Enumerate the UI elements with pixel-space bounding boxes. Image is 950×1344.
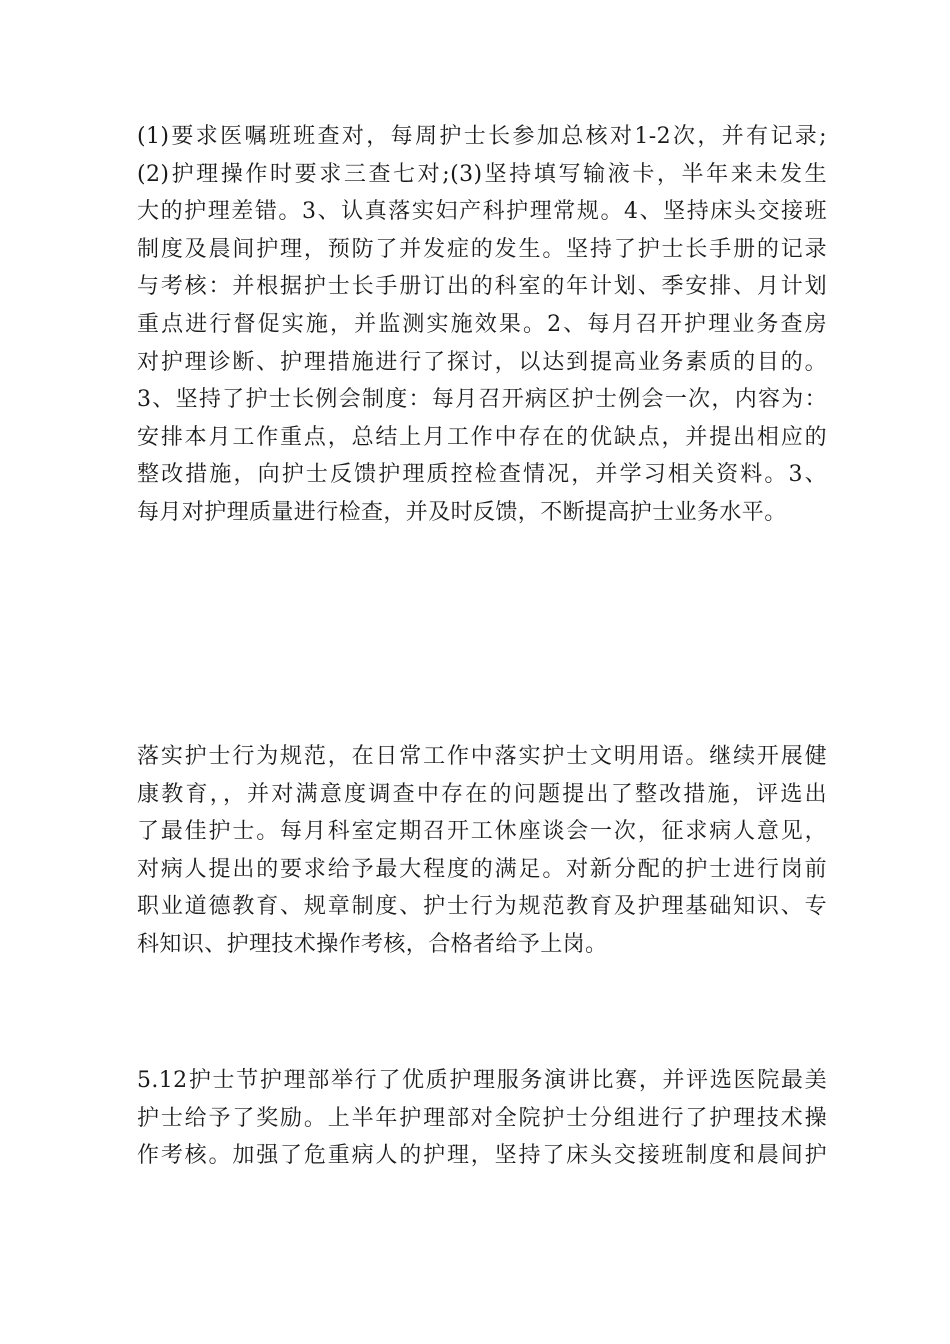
- text-line: 科知识、护理技术操作考核，合格者给予上岗。: [137, 931, 608, 957]
- text-line: 职业道德教育、规章制度、护士行为规范教育及护理基础知识、专: [137, 894, 827, 920]
- text-line: (1)要求医嘱班班查对，每周护士长参加总核对1-2次，并有记录;: [137, 124, 827, 149]
- paragraph-nursing-quality: [137, 118, 827, 532]
- text-line: 与考核：并根据护士长手册订出的科室的年计划、季安排、月计划: [137, 274, 827, 300]
- text-line: 护士给予了奖励。上半年护理部对全院护士分组进行了护理技术操: [137, 1105, 827, 1131]
- text-line: 整改措施，向护士反馈护理质控检查情况，并学习相关资料。3、: [137, 462, 827, 488]
- text-line: 重点进行督促实施，并监测实施效果。2、每月召开护理业务查房: [137, 311, 827, 337]
- text-line: 3、坚持了护士长例会制度：每月召开病区护士例会一次，内容为：: [137, 387, 827, 413]
- text-line: 作考核。加强了危重病人的护理，坚持了床头交接班制度和晨间护: [137, 1143, 827, 1169]
- text-line: 对病人提出的要求给予最大程度的满足。对新分配的护士进行岗前: [137, 856, 827, 882]
- paragraph-nurses-day: [137, 1062, 827, 1175]
- text-line: (2)护理操作时要求三查七对;(3)坚持填写输液卡，半年来未发生: [137, 161, 827, 187]
- text-line: 了最佳护士。每月科室定期召开工休座谈会一次，征求病人意见，: [137, 819, 827, 845]
- text-line: 对护理诊断、护理措施进行了探讨，以达到提高业务素质的目的。: [137, 349, 827, 375]
- text-line: 落实护士行为规范，在日常工作中落实护士文明用语。继续开展健: [137, 744, 827, 769]
- text-line: 大的护理差错。3、认真落实妇产科护理常规。4、坚持床头交接班: [137, 199, 827, 225]
- text-line: 安排本月工作重点，总结上月工作中存在的优缺点，并提出相应的: [137, 424, 827, 450]
- text-line: 制度及晨间护理，预防了并发症的发生。坚持了护士长手册的记录: [137, 236, 827, 262]
- paragraph-nurse-conduct: [137, 738, 827, 964]
- text-line: 每月对护理质量进行检查，并及时反馈，不断提高护士业务水平。: [137, 499, 787, 525]
- text-line: 5.12护士节护理部举行了优质护理服务演讲比赛，并评选医院最美: [137, 1068, 827, 1093]
- text-line: 康教育，，并对满意度调查中存在的问题提出了整改措施，评选出: [137, 781, 827, 807]
